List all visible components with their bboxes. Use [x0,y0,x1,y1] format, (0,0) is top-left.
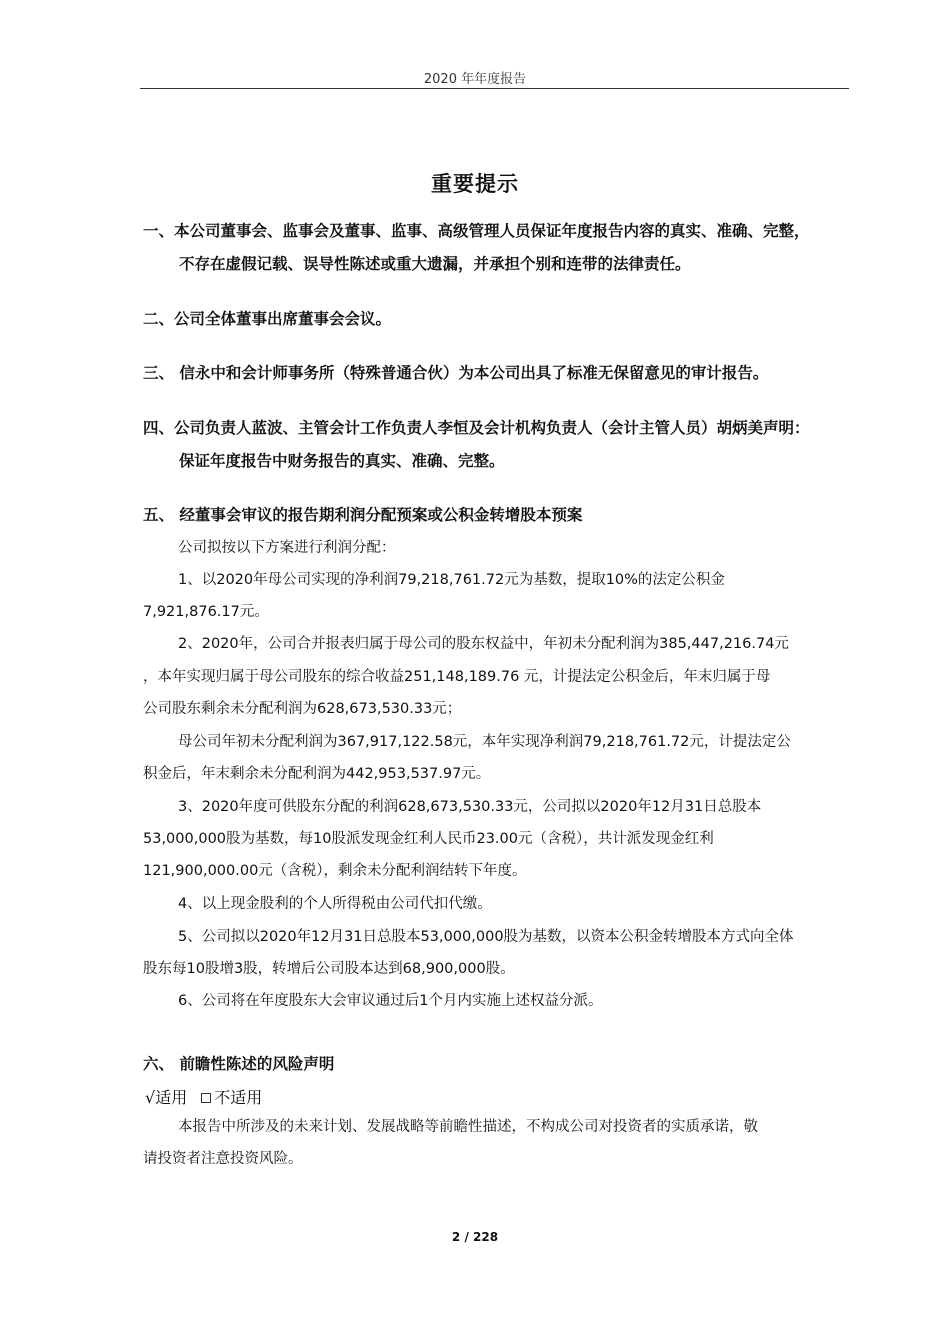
not-applies-option: 不适用 [214,1088,263,1107]
item-six: 六、 前瞻性陈述的风险声明 [143,1055,335,1073]
page-number: 2 / 228 [451,1230,499,1244]
plan-point-5-line2: 股东每10股增3股，转增后公司股本达到68,900,000股。 [143,961,515,977]
plan-point-3-line3: 121,900,000.00元（含税），剩余未分配利润结转下年度。 [143,863,527,879]
plan-point-2-line3: 公司股东剩余未分配利润为628,673,530.33元； [143,701,462,717]
page-header: 2020 年年度报告 [423,72,527,87]
page-title: 重要提示 [431,172,519,196]
plan-intro: 公司拟按以下方案进行利润分配： [178,540,396,556]
plan-parent-line1: 母公司年初未分配利润为367,917,122.58元，本年实现净利润79,218,761.72元，计提法定公 [178,734,791,750]
plan-point-2-line2: ，本年实现归属于母公司股东的综合收益251,148,189.76 元，计提法定公积金后，年末归属于母 [143,669,771,685]
plan-parent-line2: 积金后，年末剩余未分配利润为442,953,537.97元。 [143,766,491,782]
plan-point-2-line1: 2、2020年，公司合并报表归属于母公司的股东权益中，年初未分配利润为385,447,216.74元 [178,636,789,652]
plan-point-4: 4、以上现金股利的个人所得税由公司代扣代缴。 [178,896,492,912]
risk-statement-line1: 本报告中所涉及的未来计划、发展战略等前瞻性描述，不构成公司对投资者的实质承诺，敬 [178,1119,758,1135]
plan-point-6: 6、公司将在年度股东大会审议通过后1个月内实施上述权益分派。 [178,993,603,1009]
header-divider [140,88,849,89]
item-one-line1: 一、本公司董事会、监事会及董事、监事、高级管理人员保证年度报告内容的真实、准确、完整， [143,222,810,240]
applicability-options [145,1085,262,1108]
item-three: 三、 信永中和会计师事务所（特殊普通合伙）为本公司出具了标准无保留意见的审计报告。 [143,364,769,382]
plan-point-5-line1: 5、公司拟以2020年12月31日总股本53,000,000股为基数，以资本公积金转增股本方式向全体 [178,929,794,945]
applies-option: √适用 [145,1088,188,1107]
item-two: 二、公司全体董事出席董事会会议。 [143,310,392,328]
item-four-line1: 四、公司负责人蓝波、主管会计工作负责人李恒及会计机构负责人（会计主管人员）胡炳美声明： [143,419,810,437]
plan-point-3-line2: 53,000,000股为基数，每10股派发现金红利人民币23.00元（含税），共计派发现金红利 [143,831,714,847]
item-five: 五、 经董事会审议的报告期利润分配预案或公积金转增股本预案 [143,506,583,524]
item-one-line2: 不存在虚假记载、误导性陈述或重大遗漏，并承担个别和连带的法律责任。 [179,255,691,273]
item-four-line2: 保证年度报告中财务报告的真实、准确、完整。 [179,452,505,470]
checkbox-icon [201,1093,211,1103]
plan-point-3-line1: 3、2020年度可供股东分配的利润628,673,530.33元，公司拟以2020年12月31日总股本 [178,799,762,815]
risk-statement-line2: 请投资者注意投资风险。 [143,1151,303,1167]
plan-point-1-line2: 7,921,876.17元。 [143,604,269,620]
plan-point-1-line1: 1、以2020年母公司实现的净利润79,218,761.72元为基数，提取10%的法定公积金 [178,572,725,588]
